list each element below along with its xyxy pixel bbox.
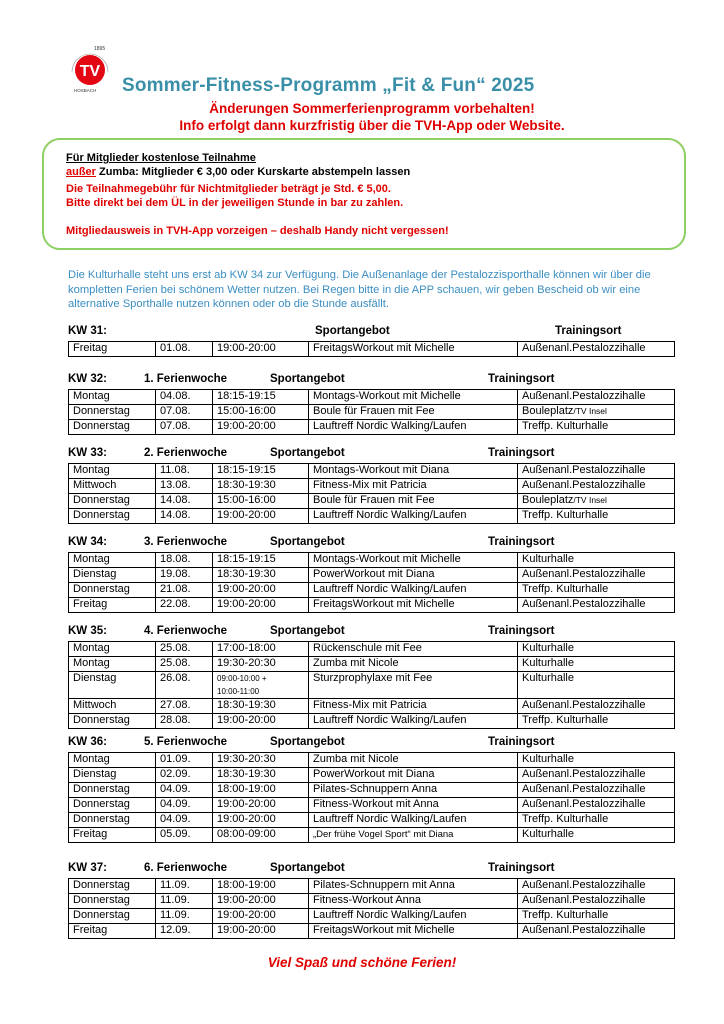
sport-column-header: Sportangebot [270, 625, 345, 637]
sport-column-header: Sportangebot [270, 373, 345, 385]
activity-cell: Montags-Workout mit Diana [309, 464, 518, 479]
week-header [68, 536, 674, 552]
date-cell: 14.08. [156, 509, 213, 524]
date-cell: 01.08. [156, 342, 213, 357]
time-cell: 18:15-19:15 [213, 464, 309, 479]
activity-cell: FreitagsWorkout mit Michelle [309, 924, 518, 939]
week-table [68, 463, 675, 524]
schedule-row [69, 494, 675, 509]
location-column-header: Trainingsort [488, 736, 555, 748]
day-cell: Freitag [69, 342, 156, 357]
week-section [68, 625, 674, 729]
time-cell: 18:15-19:15 [213, 390, 309, 405]
activity-cell: Lauftreff Nordic Walking/Laufen [309, 583, 518, 598]
activity-cell: Lauftreff Nordic Walking/Laufen [309, 509, 518, 524]
time-cell: 18:00-19:00 [213, 879, 309, 894]
schedule-row [69, 768, 675, 783]
schedule-row [69, 342, 675, 357]
time-cell: 19:00-20:00 [213, 798, 309, 813]
schedule-row [69, 879, 675, 894]
date-cell: 21.08. [156, 583, 213, 598]
schedule-row [69, 753, 675, 768]
activity-cell: Boule für Frauen mit Fee [309, 494, 518, 509]
day-cell: Donnerstag [69, 909, 156, 924]
fee-info-box [42, 138, 686, 250]
location-cell: Treffp. Kulturhalle [518, 509, 675, 524]
holiday-week-label: 3. Ferienwoche [144, 536, 228, 548]
week-section [68, 373, 674, 435]
week-section [68, 447, 674, 524]
closing-message: Viel Spaß und schöne Ferien! [267, 955, 457, 970]
schedule-row [69, 390, 675, 405]
schedule-row [69, 405, 675, 420]
date-cell: 14.08. [156, 494, 213, 509]
notice-line-2: Info erfolgt dann kurzfristig über die TVH-App oder Website. [179, 118, 565, 133]
location-cell: Treffp. Kulturhalle [518, 813, 675, 828]
location-cell: Treffp. Kulturhalle [518, 714, 675, 729]
activity-cell: „Der frühe Vogel Sport“ mit Diana [309, 828, 518, 843]
date-cell: 07.08. [156, 405, 213, 420]
schedule-row [69, 420, 675, 435]
holiday-week-label: 6. Ferienwoche [144, 862, 228, 874]
time-cell: 19:30-20:30 [213, 657, 309, 672]
sport-column-header: Sportangebot [315, 325, 390, 337]
day-cell: Freitag [69, 598, 156, 613]
location-cell: Treffp. Kulturhalle [518, 909, 675, 924]
date-cell: 25.08. [156, 657, 213, 672]
day-cell: Donnerstag [69, 583, 156, 598]
schedule-row [69, 909, 675, 924]
schedule-row [69, 553, 675, 568]
activity-cell: PowerWorkout mit Diana [309, 768, 518, 783]
time-cell: 18:00-19:00 [213, 783, 309, 798]
venue-info: Die Kulturhalle steht uns erst ab KW 34 zur Verfügung. Die Außenanlage der Pestalozzisporthalle können wir über die kompletten Ferien bei schönem Wetter nutzen. Bei Regen bitte in die APP schauen, wir geben Bescheid ob wir eine alternative Sporthalle nutzen können oder ob die Stunde ausfällt. [68, 269, 651, 310]
week-number: KW 31: [68, 325, 107, 337]
activity-cell: Lauftreff Nordic Walking/Laufen [309, 909, 518, 924]
holiday-week-label: 1. Ferienwoche [144, 373, 228, 385]
activity-cell: PowerWorkout mit Diana [309, 568, 518, 583]
schedule-row [69, 509, 675, 524]
location-cell: Treffp. Kulturhalle [518, 583, 675, 598]
holiday-week-label: 4. Ferienwoche [144, 625, 228, 637]
week-table [68, 341, 675, 357]
week-header [68, 625, 674, 641]
day-cell: Freitag [69, 828, 156, 843]
activity-cell: Zumba mit Nicole [309, 657, 518, 672]
fee-line-1: Für Mitglieder kostenlose Teilnahme [66, 152, 256, 164]
time-cell: 19:00-20:00 [213, 909, 309, 924]
location-cell: Bouleplatz/TV Insel [518, 494, 675, 509]
day-cell: Donnerstag [69, 783, 156, 798]
date-cell: 26.08. [156, 672, 213, 699]
day-cell: Montag [69, 390, 156, 405]
week-header [68, 373, 674, 389]
date-cell: 01.09. [156, 753, 213, 768]
time-cell: 09:00-10:00 + 10:00-11:00 [213, 672, 309, 699]
time-cell: 18:30-19:30 [213, 699, 309, 714]
location-cell: Außenanl.Pestalozzihalle [518, 768, 675, 783]
week-header [68, 325, 674, 341]
activity-cell: Lauftreff Nordic Walking/Laufen [309, 714, 518, 729]
week-section [68, 862, 674, 939]
date-cell: 11.09. [156, 894, 213, 909]
date-cell: 28.08. [156, 714, 213, 729]
location-cell: Außenanl.Pestalozzihalle [518, 342, 675, 357]
location-cell: Kulturhalle [518, 753, 675, 768]
week-table [68, 752, 675, 843]
day-cell: Mittwoch [69, 699, 156, 714]
schedule-row [69, 783, 675, 798]
sport-column-header: Sportangebot [270, 862, 345, 874]
schedule-row [69, 813, 675, 828]
holiday-week-label: 2. Ferienwoche [144, 447, 228, 459]
schedule-row [69, 894, 675, 909]
date-cell: 02.09. [156, 768, 213, 783]
location-cell: Außenanl.Pestalozzihalle [518, 390, 675, 405]
week-section [68, 736, 674, 843]
day-cell: Donnerstag [69, 894, 156, 909]
day-cell: Freitag [69, 924, 156, 939]
location-cell: Außenanl.Pestalozzihalle [518, 783, 675, 798]
fee-line-2 [66, 166, 410, 178]
sport-column-header: Sportangebot [270, 736, 345, 748]
date-cell: 19.08. [156, 568, 213, 583]
time-cell: 18:30-19:30 [213, 568, 309, 583]
schedule-row [69, 598, 675, 613]
day-cell: Donnerstag [69, 714, 156, 729]
fee-line-5: Mitgliedausweis in TVH-App vorzeigen – deshalb Handy nicht vergessen! [66, 225, 449, 237]
date-cell: 11.09. [156, 879, 213, 894]
activity-cell: Lauftreff Nordic Walking/Laufen [309, 813, 518, 828]
location-cell: Außenanl.Pestalozzihalle [518, 598, 675, 613]
week-header [68, 862, 674, 878]
schedule-row [69, 699, 675, 714]
location-cell: Kulturhalle [518, 672, 675, 699]
schedule-row [69, 583, 675, 598]
time-cell: 19:00-20:00 [213, 583, 309, 598]
activity-cell: Fitness-Workout mit Anna [309, 798, 518, 813]
day-cell: Montag [69, 553, 156, 568]
schedule-row [69, 924, 675, 939]
time-cell: 19:00-20:00 [213, 342, 309, 357]
location-column-header: Trainingsort [488, 373, 555, 385]
day-cell: Donnerstag [69, 798, 156, 813]
date-cell: 04.09. [156, 813, 213, 828]
activity-cell: Boule für Frauen mit Fee [309, 405, 518, 420]
week-number: KW 32: [68, 373, 107, 385]
day-cell: Montag [69, 464, 156, 479]
location-cell: Bouleplatz/TV Insel [518, 405, 675, 420]
week-section [68, 536, 674, 613]
svg-text:HOSBACH: HOSBACH [74, 88, 97, 93]
time-cell: 19:00-20:00 [213, 813, 309, 828]
schedule-row [69, 479, 675, 494]
location-cell: Kulturhalle [518, 657, 675, 672]
fee-exception: außer [66, 166, 96, 178]
location-cell: Außenanl.Pestalozzihalle [518, 798, 675, 813]
schedule-row [69, 714, 675, 729]
date-cell: 11.08. [156, 464, 213, 479]
holiday-week-label: 5. Ferienwoche [144, 736, 228, 748]
time-cell: 19:00-20:00 [213, 714, 309, 729]
location-cell: Kulturhalle [518, 642, 675, 657]
time-cell: 08:00-09:00 [213, 828, 309, 843]
sport-column-header: Sportangebot [270, 447, 345, 459]
location-cell: Außenanl.Pestalozzihalle [518, 464, 675, 479]
week-header [68, 736, 674, 752]
week-table [68, 878, 675, 939]
activity-cell: Zumba mit Nicole [309, 753, 518, 768]
date-cell: 12.09. [156, 924, 213, 939]
time-cell: 15:00-16:00 [213, 405, 309, 420]
date-cell: 13.08. [156, 479, 213, 494]
week-header [68, 447, 674, 463]
date-cell: 04.08. [156, 390, 213, 405]
activity-cell: Montags-Workout mit Michelle [309, 553, 518, 568]
date-cell: 04.09. [156, 783, 213, 798]
date-cell: 22.08. [156, 598, 213, 613]
activity-cell: FreitagsWorkout mit Michelle [309, 342, 518, 357]
fee-line-2-rest: Zumba: Mitglieder € 3,00 oder Kurskarte abstempeln lassen [95, 166, 411, 178]
day-cell: Dienstag [69, 568, 156, 583]
date-cell: 18.08. [156, 553, 213, 568]
day-cell: Montag [69, 642, 156, 657]
time-cell: 15:00-16:00 [213, 494, 309, 509]
schedule-row [69, 828, 675, 843]
schedule-row [69, 642, 675, 657]
activity-cell: Fitness-Mix mit Patricia [309, 699, 518, 714]
week-table [68, 389, 675, 435]
club-logo [64, 42, 116, 94]
week-table [68, 552, 675, 613]
week-number: KW 34: [68, 536, 107, 548]
time-cell: 19:00-20:00 [213, 924, 309, 939]
activity-cell: FreitagsWorkout mit Michelle [309, 598, 518, 613]
location-column-header: Trainingsort [555, 325, 622, 337]
location-column-header: Trainingsort [488, 625, 555, 637]
time-cell: 19:00-20:00 [213, 894, 309, 909]
activity-cell: Lauftreff Nordic Walking/Laufen [309, 420, 518, 435]
activity-cell: Rückenschule mit Fee [309, 642, 518, 657]
location-cell: Außenanl.Pestalozzihalle [518, 568, 675, 583]
notice-line-1: Änderungen Sommerferienprogramm vorbehalten! [209, 101, 535, 116]
date-cell: 11.09. [156, 909, 213, 924]
week-number: KW 36: [68, 736, 107, 748]
location-column-header: Trainingsort [488, 447, 555, 459]
svg-text:TV: TV [79, 63, 101, 80]
date-cell: 07.08. [156, 420, 213, 435]
activity-cell: Fitness-Mix mit Patricia [309, 479, 518, 494]
day-cell: Dienstag [69, 672, 156, 699]
schedule-row [69, 464, 675, 479]
time-cell: 19:00-20:00 [213, 509, 309, 524]
page-title: Sommer-Fitness-Programm „Fit & Fun“ 2025 [122, 75, 535, 96]
day-cell: Donnerstag [69, 494, 156, 509]
location-cell: Kulturhalle [518, 553, 675, 568]
time-cell: 19:30-20:30 [213, 753, 309, 768]
day-cell: Dienstag [69, 768, 156, 783]
location-column-header: Trainingsort [488, 862, 555, 874]
date-cell: 05.09. [156, 828, 213, 843]
location-cell: Außenanl.Pestalozzihalle [518, 479, 675, 494]
location-cell: Außenanl.Pestalozzihalle [518, 699, 675, 714]
activity-cell: Sturzprophylaxe mit Fee [309, 672, 518, 699]
location-cell: Außenanl.Pestalozzihalle [518, 924, 675, 939]
schedule-row [69, 568, 675, 583]
week-table [68, 641, 675, 729]
sport-column-header: Sportangebot [270, 536, 345, 548]
fee-line-4: Bitte direkt bei dem ÜL in der jeweiligen Stunde in bar zu zahlen. [66, 197, 404, 209]
day-cell: Donnerstag [69, 813, 156, 828]
day-cell: Montag [69, 657, 156, 672]
week-number: KW 33: [68, 447, 107, 459]
time-cell: 19:00-20:00 [213, 598, 309, 613]
date-cell: 04.09. [156, 798, 213, 813]
day-cell: Donnerstag [69, 509, 156, 524]
fee-line-3: Die Teilnahmegebühr für Nichtmitglieder beträgt je Std. € 5,00. [66, 183, 391, 195]
activity-cell: Pilates-Schnuppern mit Anna [309, 879, 518, 894]
schedule-row [69, 672, 675, 699]
svg-text:1895: 1895 [94, 46, 106, 52]
time-cell: 18:30-19:30 [213, 768, 309, 783]
date-cell: 25.08. [156, 642, 213, 657]
activity-cell: Montags-Workout mit Michelle [309, 390, 518, 405]
week-section [68, 325, 674, 357]
time-cell: 17:00-18:00 [213, 642, 309, 657]
time-cell: 18:15-19:15 [213, 553, 309, 568]
schedule-row [69, 798, 675, 813]
location-cell: Kulturhalle [518, 828, 675, 843]
day-cell: Donnerstag [69, 420, 156, 435]
time-cell: 18:30-19:30 [213, 479, 309, 494]
time-cell: 19:00-20:00 [213, 420, 309, 435]
activity-cell: Fitness-Workout Anna [309, 894, 518, 909]
location-cell: Treffp. Kulturhalle [518, 420, 675, 435]
day-cell: Montag [69, 753, 156, 768]
schedule-row [69, 657, 675, 672]
location-cell: Außenanl.Pestalozzihalle [518, 879, 675, 894]
day-cell: Mittwoch [69, 479, 156, 494]
week-number: KW 37: [68, 862, 107, 874]
location-cell: Außenanl.Pestalozzihalle [518, 894, 675, 909]
week-number: KW 35: [68, 625, 107, 637]
location-column-header: Trainingsort [488, 536, 555, 548]
day-cell: Donnerstag [69, 405, 156, 420]
date-cell: 27.08. [156, 699, 213, 714]
day-cell: Donnerstag [69, 879, 156, 894]
activity-cell: Pilates-Schnuppern Anna [309, 783, 518, 798]
